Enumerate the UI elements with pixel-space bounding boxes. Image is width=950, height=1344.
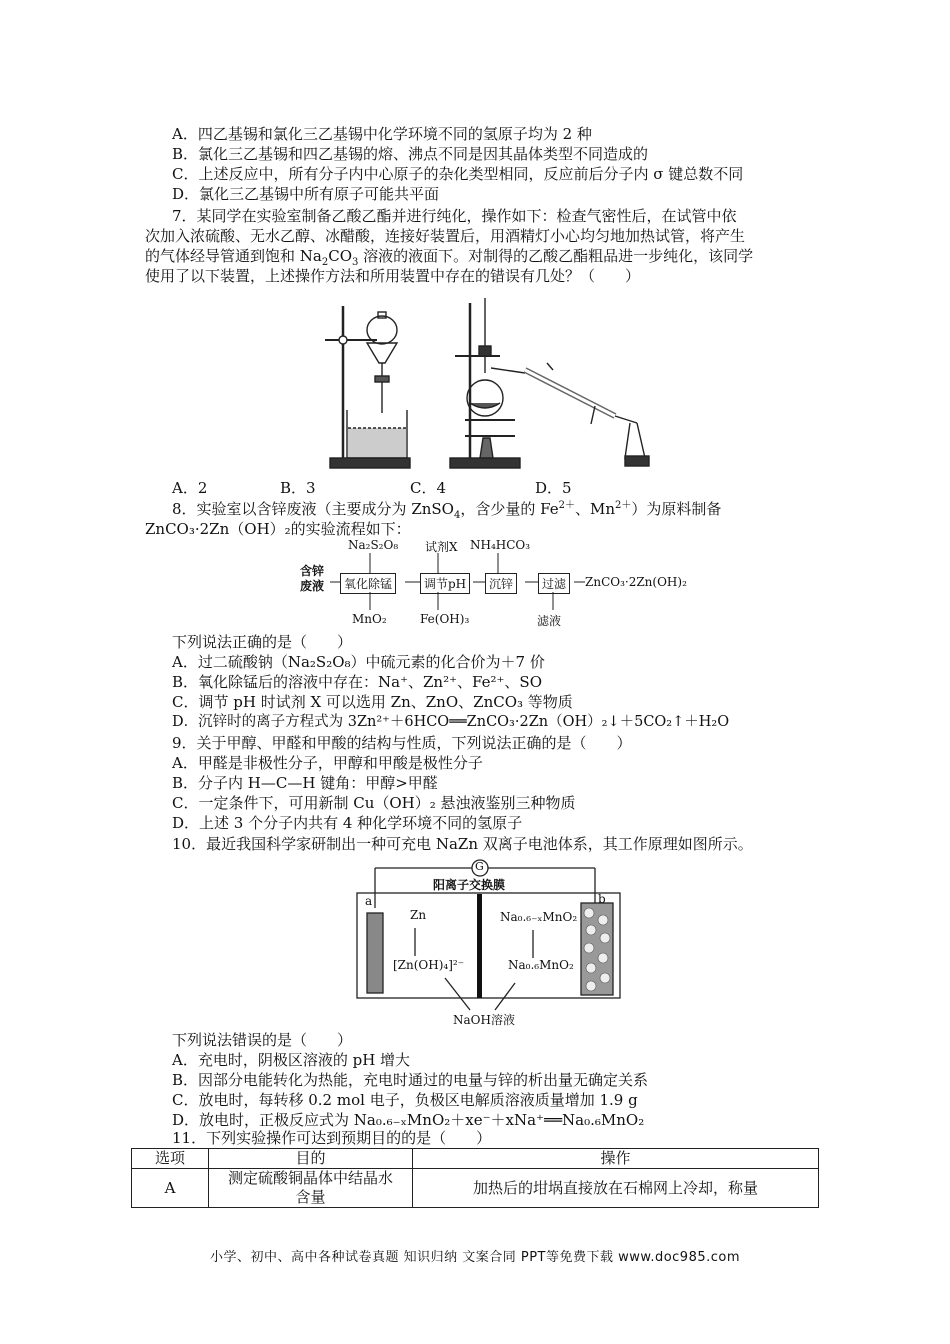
separatory-funnel-setup [325, 306, 410, 468]
q8-option-d: D．沉锌时的离子方程式为 3Zn²⁺＋6HCO══ZnCO₃·2Zn（OH）₂↓＋5CO₂↑＋H₂O [172, 714, 730, 730]
q6-option-d: D．氯化三乙基锡中所有原子可能共平面 [172, 185, 440, 203]
q6-option-b: B．氯化三乙基锡和四乙基锡的熔、沸点不同是因其晶体类型不同造成的 [172, 145, 649, 163]
q7-stem-line4: 使用了以下装置，上述操作方法和所用装置中存在的错误有几处？（ ） [145, 267, 641, 285]
output-filtrate: 滤液 [537, 614, 562, 628]
header-option: 选项 [132, 1149, 209, 1169]
row-option: A [132, 1169, 209, 1208]
q9-option-c: C．一定条件下，可用新制 Cu（OH）₂ 悬浊液鉴别三种物质 [172, 794, 576, 812]
zincate-label: [Zn(OH)₄]²⁻ [393, 958, 465, 972]
electrode-b-label: b [598, 892, 606, 906]
q10-option-d: D．放电时，正极反应式为 Na₀.₆₋ₓMnO₂＋xe⁻＋xNa⁺══Na₀.₆MnO₂ [172, 1111, 645, 1129]
q10-stem: 10．最近我国科学家研制出一种可充电 NaZn 双离子电池体系，其工作原理如图所示。 [172, 835, 753, 853]
reagent-na2s2o8: Na₂S₂O₈ [348, 538, 399, 552]
step-oxidize: 氧化除锰 [340, 573, 396, 594]
q7-stem-line1: 7．某同学在实验室制备乙酸乙酯并进行纯化，操作如下：检查气密性后，在试管中依 [172, 207, 737, 225]
table-header-row [132, 1149, 819, 1169]
galvanometer-label: G [475, 860, 484, 873]
product: ZnCO₃·2Zn(OH)₂ [585, 575, 687, 589]
q10-option-a: A．充电时，阴极区溶液的 pH 增大 [172, 1051, 411, 1069]
q9-option-a: A．甲醛是非极性分子，甲醇和甲酸是极性分子 [172, 754, 483, 772]
electrode-a-label: a [365, 894, 373, 908]
naoh-solution-label: NaOH溶液 [453, 1013, 515, 1027]
q9-option-d: D．上述 3 个分子内共有 4 种化学环境不同的氢原子 [172, 814, 523, 832]
q6-option-a: A．四乙基锡和氯化三乙基锡中化学环境不同的氢原子均为 2 种 [172, 125, 592, 143]
distillation-setup [450, 298, 649, 468]
row-purpose: 测定硫酸铜晶体中结晶水含量 [209, 1169, 413, 1208]
page-footer: 小学、初中、高中各种试卷真题 知识归纳 文案合同 PPT等免费下载 www.doc985.com [209, 1250, 741, 1265]
q7-stem-line2: 次加入浓硫酸、无水乙醇、冰醋酸，连接好装置后，用酒精灯小心均匀地加热试管，将产生 [145, 227, 746, 245]
q9-stem: 9．关于甲醇、甲醛和甲酸的结构与性质，下列说法正确的是（ ） [172, 734, 632, 752]
q8-option-c: C．调节 pH 时试剂 X 可以选用 Zn、ZnO、ZnCO₃ 等物质 [172, 693, 573, 711]
q8-option-b: B．氧化除锰后的溶液中存在：Na⁺、Zn²⁺、Fe²⁺、SO [172, 673, 542, 691]
header-purpose: 目的 [209, 1149, 413, 1169]
header-operation: 操作 [413, 1149, 819, 1169]
zn-label: Zn [410, 908, 427, 922]
q8-question: 下列说法正确的是（ ） [172, 633, 353, 651]
row-operation: 加热后的坩埚直接放在石棉网上冷却，称量 [413, 1169, 819, 1208]
q10-question: 下列说法错误的是（ ） [172, 1031, 353, 1049]
source-waste-liquid: 含锌废液 [300, 564, 325, 593]
q10-option-b: B．因部分电能转化为热能，充电时通过的电量与锌的析出量无确定关系 [172, 1071, 649, 1089]
step-adjust-ph: 调节pH [420, 573, 470, 594]
table-row [132, 1169, 819, 1208]
q7-option-a: A．2 [172, 479, 208, 497]
output-mno2: MnO₂ [352, 612, 387, 626]
q11-table [131, 1148, 819, 1208]
q8-stem-line1: 8．实验室以含锌废液（主要成分为 ZnSO$_4$，含少量的 $Fe^{2+}$、$Mn^{2+}$）为原料制备 [172, 500, 722, 521]
battery-figure [355, 858, 625, 1028]
q11-stem: 11．下列实验操作可达到预期目的的是（ ） [172, 1129, 492, 1147]
na-mno2-bottom-label: Na₀.₆MnO₂ [508, 958, 574, 972]
membrane-label: 阳离子交换膜 [433, 878, 506, 892]
q10-option-c: C．放电时，每转移 0.2 mol 电子，负极区电解质溶液质量增加 1.9 g [172, 1091, 638, 1109]
flow-diagram [300, 538, 720, 630]
apparatus-figure [315, 298, 665, 473]
q7-option-c: C．4 [410, 479, 447, 497]
q7-stem-line3: 的气体经导管通到饱和 $Na_2CO_3$ 溶液的液面下。对制得的乙酸乙酯粗品进一步纯化，该同学 [145, 247, 754, 268]
q6-option-c: C．上述反应中，所有分子内中心原子的杂化类型相同，反应前后分子内 σ 键总数不同 [172, 165, 744, 183]
q7-option-b: B．3 [280, 479, 316, 497]
na-mno2-top-label: Na₀.₆₋ₓMnO₂ [500, 910, 578, 924]
flow-arrows [300, 538, 720, 630]
output-feoh3: Fe(OH)₃ [420, 612, 470, 626]
q9-option-b: B．分子内 H—C—H 键角：甲醇>甲醛 [172, 774, 438, 792]
reagent-nh4hco3: NH₄HCO₃ [470, 538, 531, 552]
reagent-x: 试剂X [425, 540, 458, 554]
q8-option-a: A．过二硫酸钠（Na₂S₂O₈）中硫元素的化合价为＋7 价 [172, 653, 545, 671]
step-precipitate: 沉锌 [485, 573, 517, 594]
q7-option-d: D．5 [535, 479, 572, 497]
q8-stem-line2: ZnCO₃·2Zn（OH）₂的实验流程如下： [145, 520, 411, 538]
step-filter: 过滤 [538, 573, 570, 594]
